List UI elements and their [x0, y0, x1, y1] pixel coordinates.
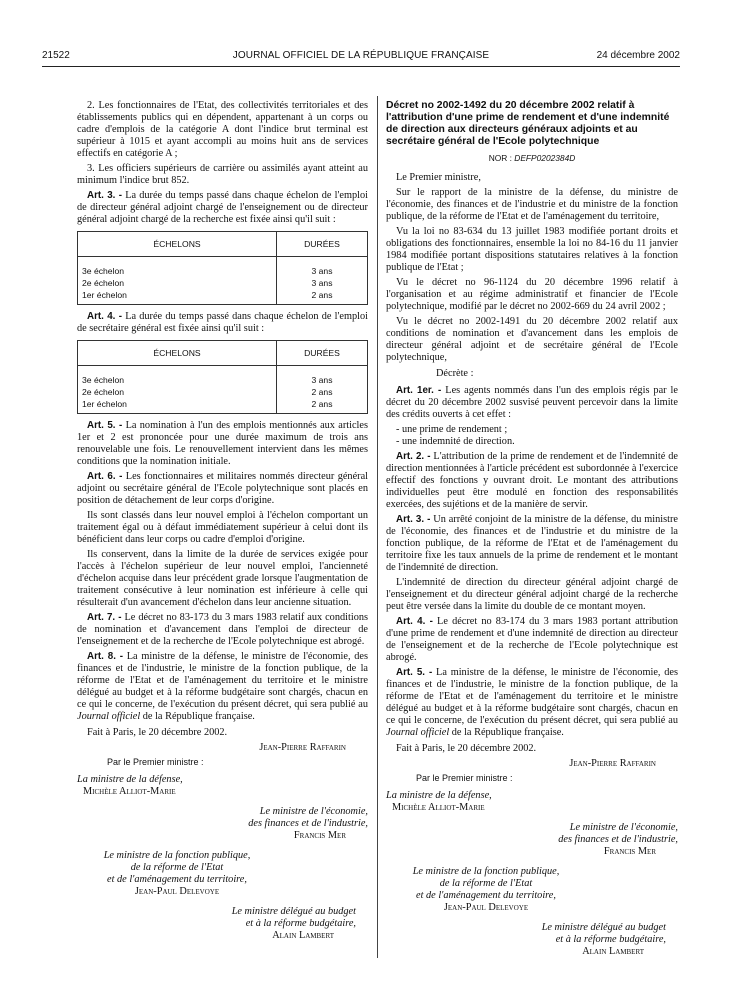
signatory-role: et à la réforme budgétaire,: [555, 934, 666, 945]
article-label: Art. 1er. -: [396, 385, 442, 396]
table-row: [78, 277, 368, 289]
article-text: La durée du temps passé dans chaque échelon de l'emploi de directeur général adjoint chargé de l'enseignement ou de directeur général adjoint chargé de la recherche est fixée ainsi qu'il suit :: [77, 190, 368, 225]
nor-label: NOR :: [488, 153, 515, 163]
article-text: L'attribution de la prime de rendement et de l'indemnité de direction mentionnées à l'article précédent est subordonnée à l'exercice effectif des fonctions y ouvrant droit. Le montant des attributions individuelles peut être modulé en fonction des responsabilités exercées, des sujétions et de la manière de servir.: [386, 451, 679, 510]
paragraph: Sur le rapport de la ministre de la défense, du ministre de l'économie, des finances et de l'industrie et du ministre de la fonction publique, de la réforme de l'Etat et de l'aménagement du territoire,: [386, 187, 678, 222]
signatory-role: et de l'aménagement du territoire,: [107, 874, 247, 885]
journal-title: JOURNAL OFFICIEL DE LA RÉPUBLIQUE FRANÇAISE: [232, 50, 490, 61]
table-row: [78, 289, 368, 305]
signatory-name: Jean-Paul Delevoye: [443, 902, 529, 913]
signatory-name: Jean-Paul Delevoye: [134, 886, 220, 897]
paragraph: Ils sont classés dans leur nouvel emploi à l'échelon comportant un traitement égal ou à défaut immédiatement supérieur à celui dont ils bénéficient dans leur corps ou cadre d'emploi d'origine.: [77, 510, 368, 545]
signatory-role: Le ministre de l'économie,: [569, 822, 678, 833]
table-row: [78, 257, 368, 278]
signatory-role: Le ministre de la fonction publique,: [103, 850, 251, 861]
article-label: Art. 7. -: [87, 612, 122, 623]
journal-officiel-ref: Journal officiel: [386, 727, 450, 738]
article-text: La durée du temps passé dans chaque échelon de l'emploi de secrétaire général est fixée ainsi qu'il suit :: [77, 311, 368, 334]
signature-date: Fait à Paris, le 20 décembre 2002.: [87, 727, 228, 738]
by-prime-minister: Par le Premier ministre :: [107, 757, 204, 767]
article-text: Le décret no 83-173 du 3 mars 1983 relatif aux conditions de nomination et d'avancement dans l'emploi de directeur de l'enseignement et de la recherche de l'Ecole polytechnique est abrogé.: [77, 612, 368, 647]
article-label: Art. 5. -: [87, 420, 123, 431]
decrete: Décrète :: [436, 368, 474, 379]
signature-block-economy: [386, 822, 678, 858]
table-cell-echelon: 1er échelon: [78, 289, 277, 305]
signature-prime-minister: Jean-Pierre Raffarin: [569, 758, 656, 769]
decree-title: Décret no 2002-1492 du 20 décembre 2002 relatif à l'attribution d'une prime de rendement et d'une indemnité de direction aux directeurs généraux adjoints et au secrétaire général de l'Ecole polytechnique: [386, 100, 670, 147]
table-row: [78, 386, 368, 398]
paragraph: 3. Les officiers supérieurs de carrière ou assimilés ayant atteint au minimum l'indice brut 852.: [77, 163, 368, 186]
nor-code: DEFP0202384D: [514, 153, 576, 163]
page-number: 21522: [42, 50, 70, 61]
table-cell-duree: 2 ans: [277, 386, 368, 398]
signatory-name: Michèle Alliot-Marie: [83, 786, 176, 797]
paragraph: L'indemnité de direction du directeur général adjoint chargé de l'enseignement et du directeur général adjoint chargé de la recherche peut être versée dans la limite du double de ce montant moyen.: [386, 577, 678, 612]
signatory-role: des finances et de l'industrie,: [248, 818, 368, 829]
article-label: Art. 3. -: [396, 514, 431, 525]
signature-block-budget: [77, 906, 368, 942]
article-label: Art. 5. -: [396, 667, 433, 678]
article-text: La ministre de la défense, le ministre de l'économie, des finances et de l'industrie, le ministre de la fonction publique, de la réforme de l'Etat et de l'aménagement du territoire et le ministre délégué au budget et à la réforme budgétaire sont chargés, chacun en ce qui le concerne, de l'exécution du présent décret, qui sera publié au: [77, 651, 368, 710]
table-cell-duree: 3 ans: [277, 366, 368, 387]
table-cell-echelon: 2e échelon: [78, 386, 277, 398]
issue-date: 24 décembre 2002: [596, 50, 680, 61]
list-item: - une indemnité de direction.: [396, 436, 515, 447]
echelons-table-1: [77, 231, 368, 305]
nor-reference: [386, 152, 678, 164]
table-cell-echelon: 3e échelon: [78, 257, 277, 278]
signatory-role: La ministre de la défense,: [386, 790, 492, 801]
signatory-name: Michèle Alliot-Marie: [392, 802, 485, 813]
article-3: [77, 190, 368, 226]
signatory-role: de la réforme de l'Etat: [439, 878, 533, 889]
article-label: Art. 6. -: [87, 471, 123, 482]
article-label: Art. 8. -: [87, 651, 124, 662]
article-text: Les fonctionnaires et militaires nommés directeur général adjoint ou secrétaire général de l'Ecole polytechnique sont placés en position de détachement de leur corps d'origine.: [77, 471, 368, 506]
signature-block-defense: [77, 774, 368, 798]
article-text: Le décret no 83-174 du 3 mars 1983 portant attribution d'une prime de rendement et d'une indemnité de direction au directeur de l'enseignement et de la recherche de l'Ecole polytechnique est abrogé.: [386, 616, 678, 663]
article-text: La nomination à l'un des emplois mentionnés aux articles 1er et 2 est prononcée pour une durée maximum de trois ans renouvelable une fois. Le renouvellement intervient dans les mêmes conditions que la nomination initiale.: [77, 420, 368, 467]
paragraph: Le Premier ministre,: [396, 172, 481, 183]
signatory-role: La ministre de la défense,: [77, 774, 183, 785]
article-text: La ministre de la défense, le ministre de l'économie, des finances et de l'industrie, le ministre de la fonction publique, de la réforme de l'Etat et de l'aménagement du territoire et le ministre délégué au budget et à la réforme budgétaire sont chargés, chacun en ce qui le concerne, de l'exécution du présent décret, qui sera publié au: [386, 667, 678, 726]
table-header-row: [78, 341, 368, 366]
signatory-role: Le ministre de la fonction publique,: [412, 866, 560, 877]
column-header-echelons: ÉCHELONS: [78, 232, 277, 257]
table-cell-duree: 2 ans: [277, 289, 368, 305]
right-column: [386, 100, 678, 966]
signatory-role: et de l'aménagement du territoire,: [416, 890, 556, 901]
table-cell-echelon: 1er échelon: [78, 398, 277, 414]
article-4: [386, 616, 678, 664]
paragraph: Vu le décret no 2002-1491 du 20 décembre 2002 relatif aux conditions de nomination et d'avancement dans les emplois de directeur général adjoint et de secrétaire général de l'Ecole polytechnique,: [386, 316, 678, 363]
table-cell-echelon: 3e échelon: [78, 366, 277, 387]
signature-date: Fait à Paris, le 20 décembre 2002.: [396, 743, 537, 754]
paragraph: Vu le décret no 96-1124 du 20 décembre 1996 relatif à l'organisation et au régime administratif et financier de l'Ecole polytechnique, modifié par le décret no 2002-669 du 24 avril 2002 ;: [386, 277, 678, 312]
column-header-durees: DURÉES: [277, 341, 368, 366]
signature-block-budget: [386, 922, 678, 958]
paragraph: 2. Les fonctionnaires de l'Etat, des collectivités territoriales et des établissements publics qui en dépendent, appartenant à un corps ou cadre d'emplois de la catégorie A dont l'indice brut terminal est supérieur à 1015 et ayant accompli au moins huit ans de services effectifs en catégorie A ;: [77, 100, 368, 159]
column-header-echelons: ÉCHELONS: [78, 341, 277, 366]
article-1: [386, 385, 678, 421]
table-cell-duree: 3 ans: [277, 257, 368, 278]
article-2: [386, 451, 678, 511]
left-column: [77, 100, 368, 950]
column-divider: [377, 96, 378, 958]
signatory-role: des finances et de l'industrie,: [558, 834, 678, 845]
table-cell-duree: 3 ans: [277, 277, 368, 289]
article-text: Un arrêté conjoint de la ministre de la défense, du ministre de l'économie, des finances et de l'industrie et du ministre de la fonction publique, de la réforme de l'Etat et de l'aménagement du territoire fixe les taux annuels de la prime de rendement et le montant de l'indemnité de direction.: [386, 514, 678, 573]
article-text: de la République française.: [449, 727, 564, 738]
page-header: [42, 50, 680, 64]
signatory-role: Le ministre délégué au budget: [231, 906, 356, 917]
header-rule: [42, 66, 680, 67]
column-header-durees: DURÉES: [277, 232, 368, 257]
signatory-role: Le ministre délégué au budget: [541, 922, 666, 933]
article-6: [77, 471, 368, 507]
signatory-name: Francis Mer: [293, 830, 346, 841]
article-4: [77, 311, 368, 335]
signatory-name: Alain Lambert: [272, 930, 334, 941]
table-cell-duree: 2 ans: [277, 398, 368, 414]
article-label: Art. 4. -: [396, 616, 433, 627]
signatory-name: Alain Lambert: [582, 946, 644, 957]
article-text: de la République française.: [140, 711, 255, 722]
table-row: [78, 366, 368, 387]
article-text: Les agents nommés dans l'un des emplois régis par le décret du 20 décembre 2002 susvisé peuvent percevoir dans la limite des crédits ouverts à cet effet :: [386, 385, 678, 420]
signatory-role: Le ministre de l'économie,: [259, 806, 368, 817]
signature-block-defense: [386, 790, 678, 814]
signature-prime-minister: Jean-Pierre Raffarin: [259, 742, 346, 753]
list-item: - une prime de rendement ;: [396, 424, 508, 435]
by-prime-minister: Par le Premier ministre :: [416, 773, 513, 783]
signature-block-fonction-publique: [77, 850, 277, 898]
paragraph: Ils conservent, dans la limite de la durée de services exigée pour l'accès à l'échelon supérieur de leur nouvel emploi, l'ancienneté d'échelon acquise dans leur précédent grade lorsque l'augmentation de traitement consécutive à leur nomination est inférieure à celle qui résulterait d'un avancement d'échelon dans leur ancienne situation.: [77, 549, 368, 608]
article-5: [386, 667, 678, 739]
signature-block-economy: [77, 806, 368, 842]
signature-block-fonction-publique: [386, 866, 586, 914]
journal-officiel-ref: Journal officiel: [77, 711, 141, 722]
paragraph: Vu la loi no 83-634 du 13 juillet 1983 modifiée portant droits et obligations des fonctionnaires, ensemble la loi no 84-16 du 11 janvier 1984 modifiée portant dispositions statutaires relatives à la fonction publique de l'Etat ;: [386, 226, 678, 273]
article-label: Art. 2. -: [396, 451, 431, 462]
article-3: [386, 514, 678, 574]
article-label: Art. 3. -: [87, 190, 122, 201]
article-5: [77, 420, 368, 468]
signatory-role: et à la réforme budgétaire,: [245, 918, 356, 929]
table-row: [78, 398, 368, 414]
table-cell-echelon: 2e échelon: [78, 277, 277, 289]
table-header-row: [78, 232, 368, 257]
article-label: Art. 4. -: [87, 311, 122, 322]
signatory-role: de la réforme de l'Etat: [130, 862, 224, 873]
signatory-name: Francis Mer: [603, 846, 656, 857]
article-7: [77, 612, 368, 648]
echelons-table-2: [77, 340, 368, 414]
article-8: [77, 651, 368, 723]
